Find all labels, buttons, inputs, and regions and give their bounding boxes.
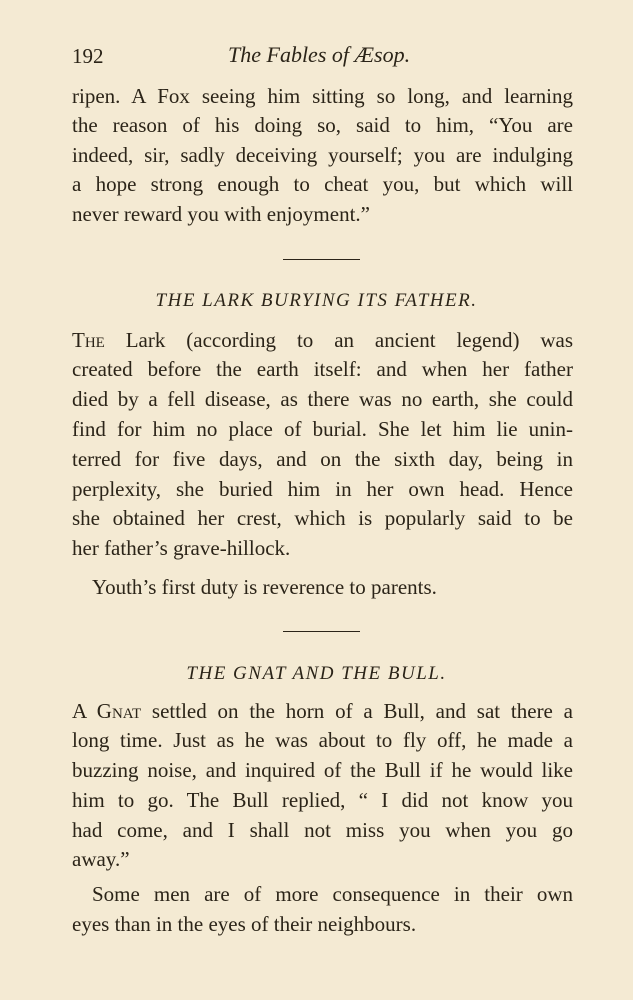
text-line: eyes than in the eyes of their neighbours. <box>72 912 417 936</box>
text-line: died by a fell disease, as there was no earth, she could <box>72 387 573 411</box>
section-divider <box>283 259 360 260</box>
first-word: A Gnat <box>72 699 142 723</box>
running-title: The Fables of Æsop. <box>228 42 411 67</box>
page-number: 192 <box>72 44 104 68</box>
fable-moral: Youth’s first duty is reverence to parents. <box>92 575 437 599</box>
fable-title: THE LARK BURYING ITS FATHER. <box>155 290 478 311</box>
text-line: a hope strong enough to cheat you, but which will <box>72 172 573 196</box>
text-line: terred for five days, and on the sixth day, being in <box>72 447 573 471</box>
text-line: him to go. The Bull replied, “ I did not know you <box>72 788 573 812</box>
first-word: The <box>72 328 105 352</box>
text-line <box>72 699 573 723</box>
fable-title: THE GNAT AND THE BULL. <box>186 663 447 684</box>
text-line: ripen. A Fox seeing him sitting so long, and learning <box>72 84 573 108</box>
text-line: her father’s grave-hillock. <box>72 536 291 560</box>
text-line: find for him no place of burial. She let him lie unin- <box>72 417 573 441</box>
line-text: Lark (according to an ancient legend) was <box>104 328 573 352</box>
line-text: settled on the horn of a Bull, and sat there a <box>141 699 573 723</box>
text-line: never reward you with enjoyment.” <box>72 202 370 226</box>
text-line: had come, and I shall not miss you when you go <box>72 818 573 842</box>
text-line: away.” <box>72 847 130 871</box>
text-line: the reason of his doing so, said to him, “You are <box>72 113 573 137</box>
text-line <box>72 328 573 352</box>
text-line: long time. Just as he was about to fly off, he made a <box>72 728 573 752</box>
text-line: buzzing noise, and inquired of the Bull if he would like <box>72 758 573 782</box>
text-line: indeed, sir, sadly deceiving yourself; you are indulging <box>72 143 573 167</box>
text-line: created before the earth itself: and when her father <box>72 357 573 381</box>
text-line: she obtained her crest, which is popularly said to be <box>72 506 573 530</box>
text-line: perplexity, she buried him in her own head. Hence <box>72 477 573 501</box>
section-divider <box>283 631 360 632</box>
text-line: Some men are of more consequence in their own <box>92 882 573 906</box>
